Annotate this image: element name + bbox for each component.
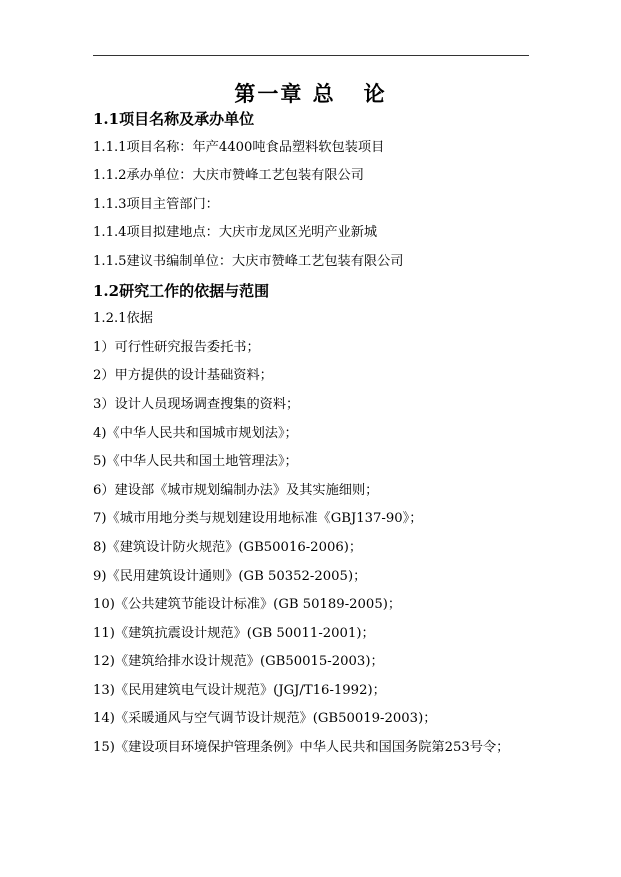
list-item: 2）甲方提供的设计基础资料； [93,368,273,384]
list-item: 15)《建设项目环境保护管理条例》中华人民共和国国务院第253号令； [93,740,510,756]
list-item: 14)《采暖通风与空气调节设计规范》(GB50019-2003)； [93,711,437,727]
paragraph-line: 1.1.5建议书编制单位：大庆市赞峰工艺包装有限公司 [93,253,404,269]
paragraph-line: 1.1.3项目主管部门： [93,196,219,212]
paragraph-line: 1.1.4项目拟建地点：大庆市龙凤区光明产业新城 [93,225,378,241]
list-item: 3）设计人员现场调查搜集的资料； [93,396,300,412]
document-body [93,105,529,763]
list-item: 11)《建筑抗震设计规范》(GB 50011-2001)； [93,625,375,641]
list-item: 13)《民用建筑电气设计规范》(JGJ/T16-1992)； [93,682,386,698]
list-item: 4)《中华人民共和国城市规划法》； [93,425,298,441]
list-item: 1）可行性研究报告委托书； [93,339,260,355]
paragraph-line: 1.1.2承办单位：大庆市赞峰工艺包装有限公司 [93,168,364,184]
list-item: 7)《城市用地分类与规划建设用地标准《GBJ137-90》； [93,511,423,527]
list-item: 8)《建筑设计防火规范》(GB50016-2006)； [93,539,363,555]
list-item: 9)《民用建筑设计通则》(GB 50352-2005)； [93,568,367,584]
paragraph-line: 1.1.1项目名称：年产4400吨食品塑料软包装项目 [93,139,385,155]
list-item: 10)《公共建筑节能设计标准》(GB 50189-2005)； [93,597,402,613]
paragraph-line: 1.2.1依据 [93,311,153,327]
section-heading: 1.2研究工作的依据与范围 [93,281,270,300]
list-item: 5)《中华人民共和国土地管理法》； [93,454,298,470]
list-item: 12)《建筑给排水设计规范》(GB50015-2003)； [93,654,384,670]
header-rule [93,55,529,56]
list-item: 6）建设部《城市规划编制办法》及其实施细则； [93,482,379,498]
section-heading: 1.1项目名称及承办单位 [93,110,255,128]
chapter-title: 第一章 总 论 [234,81,387,106]
